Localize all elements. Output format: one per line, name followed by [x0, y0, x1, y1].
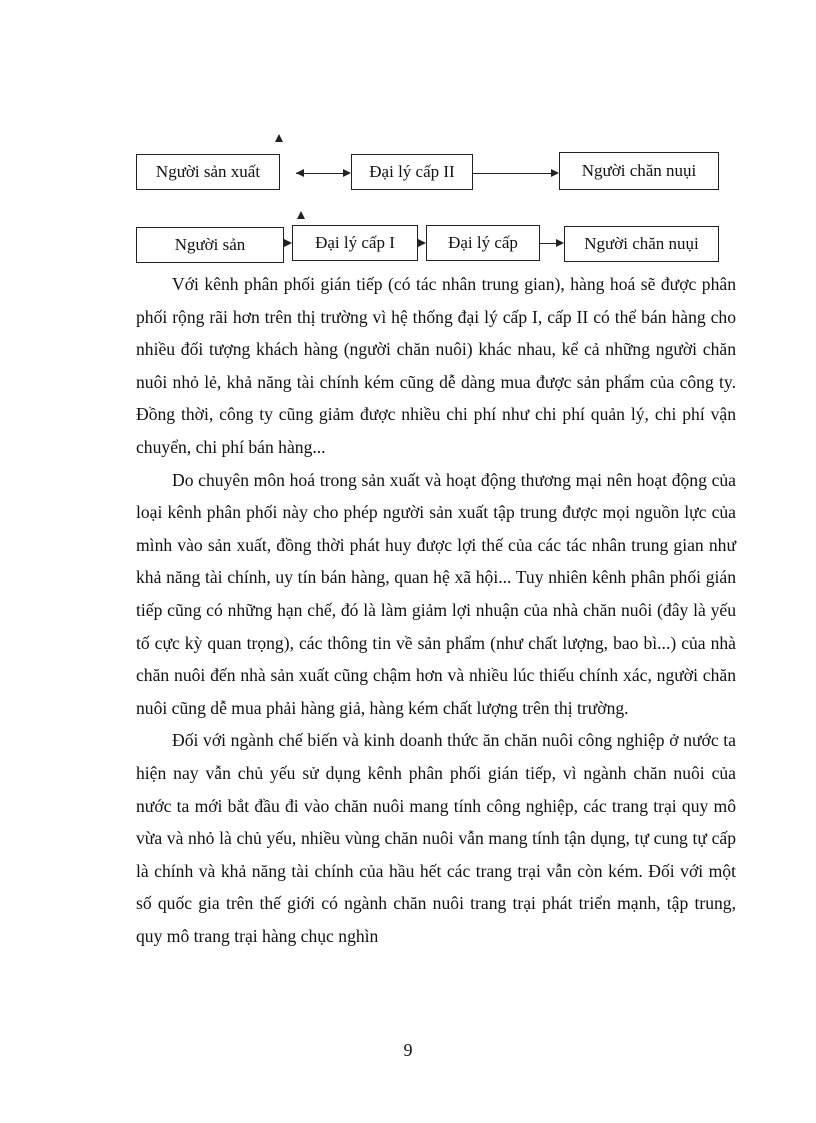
- producer-label-2: Người sản: [174, 235, 246, 254]
- page-number: 9: [403, 1040, 413, 1060]
- agent-level2-label: Đại lý cấp II: [369, 162, 455, 181]
- arrow-right-icon: [551, 169, 559, 177]
- agent-level1-box: [292, 225, 418, 261]
- arrow-right-icon: [284, 239, 292, 247]
- producer-box: [136, 154, 280, 190]
- agent-level2-box: [351, 154, 473, 190]
- agent-box: [426, 225, 540, 261]
- agent-level1-label: Đại lý cấp I: [315, 233, 395, 252]
- breeder-label-2: Người chăn nuụi: [584, 234, 699, 253]
- producer-box-2: [136, 227, 284, 263]
- connector-line: [473, 173, 551, 174]
- breeder-label: Người chăn nuụi: [581, 161, 697, 180]
- paragraph: Đối với ngành chế biến và kinh doanh thức ăn chăn nuôi công nghiệp ở nước ta hiện nay vẫn chủ yếu sử dụng kênh phân phối gián tiếp, vì ngành chăn nuôi của nước ta mới bắt đầu đi vào chăn nuôi mang tính công nghiệp, các trang trại quy mô vừa và nhỏ là chủ yếu, nhiều vùng chăn nuôi vẫn mang tính tận dụng, tự cung tự cấp là chính và khả năng tài chính của hầu hết các trang trại vẫn còn kém. Đối với một số quốc gia trên thế giới có ngành chăn nuôi trang trại phát triển mạnh, tập trung, quy mô trang trại hàng chục nghìn: [136, 730, 736, 946]
- arrow-right-icon: [343, 169, 351, 177]
- arrow-right-icon: [418, 239, 426, 247]
- paragraph: Với kênh phân phối gián tiếp (có tác nhân trung gian), hàng hoá sẽ được phân phối rộng rãi hơn trên thị trường vì hệ thống đại lý cấp I, cấp II có thể bán hàng cho nhiều đối tượng khách hàng (người chăn nuôi) khác nhau, kể cả những người chăn nuôi nhỏ lẻ, khả năng tài chính kém cũng dễ dàng mua được sản phẩm của công ty. Đồng thời, công ty cũng giảm được nhiều chi phí như chi phí quản lý, chi phí vận chuyển, chi phí bán hàng...: [136, 274, 736, 457]
- producer-label: Người sản xuất: [155, 162, 261, 181]
- agent-label: Đại lý cấp: [448, 233, 518, 252]
- arrow-up-icon: [275, 134, 283, 142]
- body-text: [136, 268, 736, 952]
- breeder-box: [559, 152, 719, 190]
- breeder-box-2: [564, 226, 719, 262]
- connector-line: [296, 173, 344, 174]
- connector-line: [540, 243, 556, 244]
- arrow-up-icon: [297, 211, 305, 219]
- paragraph: Do chuyên môn hoá trong sản xuất và hoạt động thương mại nên hoạt động của loại kênh phân phối này cho phép người sản xuất tập trung được mọi nguồn lực của mình vào sản xuất, đồng thời phát huy được lợi thế của các tác nhân trung gian như khả năng tài chính, uy tín bán hàng, quan hệ xã hội... Tuy nhiên kênh phân phối gián tiếp cũng có những hạn chế, đó là làm giảm lợi nhuận của nhà chăn nuôi (đây là yếu tố cực kỳ quan trọng), các thông tin về sản phẩm (như chất lượng, bao bì...) của nhà chăn nuôi đến nhà sản xuất cũng chậm hơn và nhiều lúc thiếu chính xác, người chăn nuôi cũng dễ mua phải hàng giả, hàng kém chất lượng trên thị trường.: [136, 469, 736, 718]
- arrow-right-icon: [556, 239, 564, 247]
